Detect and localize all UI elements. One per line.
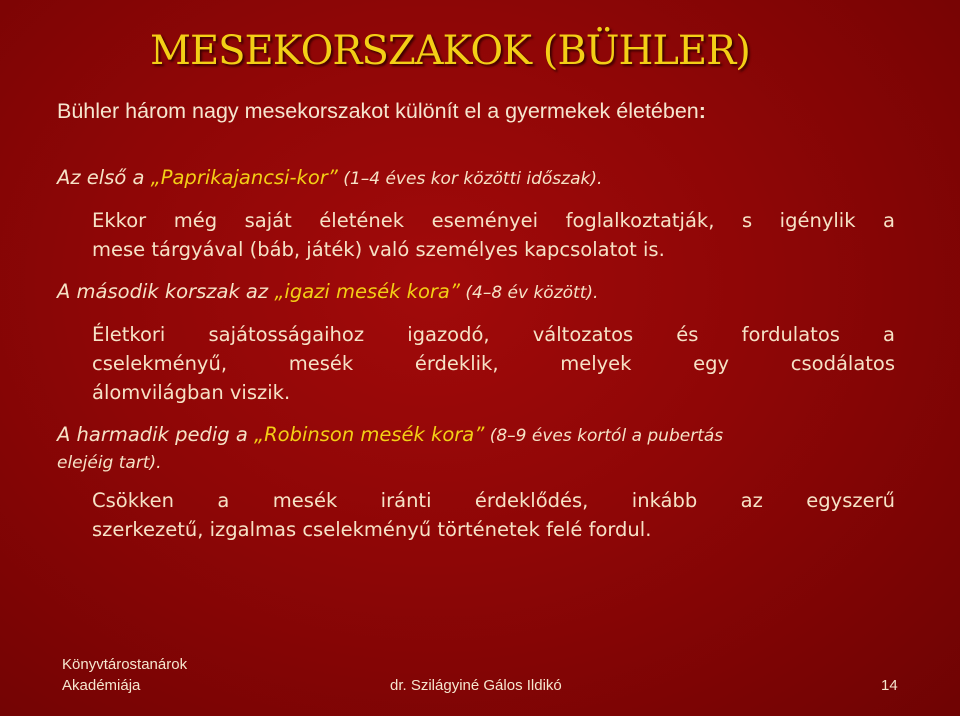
period2-heading [57,280,598,303]
period1-range: (1–4 éves kor közötti időszak). [337,169,603,189]
footer-author: dr. Szilágyiné Gálos Ildikó [390,677,562,694]
footer-org-line2: Akadémiája [62,677,141,694]
period2-range: (4–8 év között). [459,283,599,303]
period1-heading [57,166,602,189]
period2-prefix: A második korszak az [57,280,275,303]
period3-prefix: A harmadik pedig a [57,423,254,446]
period1-prefix: Az első a [57,166,151,189]
period3-desc-line2: szerkezetű, izgalmas cselekményű történetek felé fordul. [92,518,652,541]
period3-range: (8–9 éves kortól a pubertás [484,426,724,446]
footer-org-line1: Könyvtárostanárok [62,656,188,673]
period2-name: „igazi mesék kora” [274,280,460,303]
period1-name: „Paprikajancsi-kor” [150,166,338,189]
period2-desc-line2: cselekményű, mesék érdeklik, melyek egy csodálatos [92,352,895,375]
slide-title: MESEKORSZAKOK (BÜHLER) [150,28,750,74]
period2-desc-line3: álomvilágban viszik. [92,381,291,404]
period2-desc-line1: Életkori sajátosságaihoz igazodó, változatos és fordulatos a [92,323,895,346]
intro-colon: : [698,99,706,123]
intro-sentence: Bühler három nagy mesekorszakot különít el a gyermekek életében [57,99,699,123]
period1-desc-line2: mese tárgyával (báb, játék) való személyes kapcsolatot is. [92,238,665,261]
period3-desc-line1: Csökken a mesék iránti érdeklődés, inkább az egyszerű [92,489,895,512]
period3-name: „Robinson mesék kora” [254,423,485,446]
period1-desc-line1: Ekkor még saját életének eseményei foglalkoztatják, s igénylik a [92,209,895,232]
period3-heading [57,423,723,446]
period3-range-line2: elejéig tart). [57,453,162,473]
intro-text [57,99,706,124]
page-number: 14 [881,677,898,694]
